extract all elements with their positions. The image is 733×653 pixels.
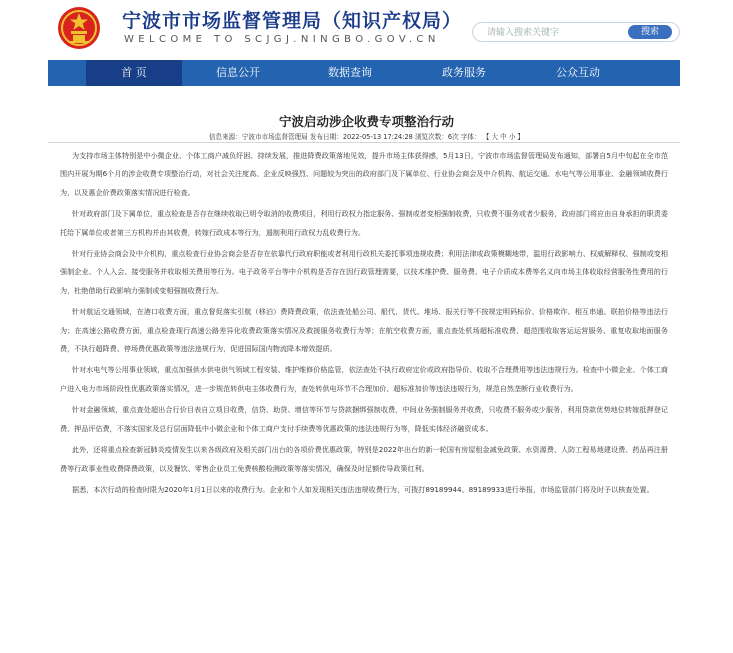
article-paragraph: 此外，还将重点检查新冠肺炎疫情发生以来各级政府及相关部门出台的各项价费优惠政策，特别是2022年出台的新一轮国有房屋租金减免政策、水资源费、人防工程易地建设费、药品再注册费等行政事业性收费降费政策，以及餐饮、零售企业员工免费核酸检测政策等落实情况，确保及时足额传导政策红利。	[60, 445, 668, 473]
article-paragraph: 针对行业协会商会及中介机构，重点检查行业协会商会是否存在依靠代行政府职能或者利用行政机关委托事项违规收费；利用法律或政策模糊地带，滥用行政影响力、权威解释权、强制或变相强制企业、个人入会、接受服务并收取相关费用等行为。电子政务平台等中介机构是否存在因行政管理需要，以技术维护费、服务费、电子介质成本费等名义向市场主体收取经营服务性费用的行为，杜绝借助行政影响力强制或变相强制收费行为。	[60, 249, 668, 295]
font-size-bracket-close: 】	[517, 133, 525, 141]
meta-source: 信息来源：宁波市市场监督管理局	[208, 133, 308, 141]
search-button[interactable]: 搜索	[628, 25, 672, 39]
site-header	[0, 0, 733, 56]
search-box	[472, 22, 680, 42]
article-paragraph: 据悉，本次行动的检查时限为2020年1月1日以来的收费行为。企业和个人如发现相关违法违规收费行为，可拨打89189944、89189933进行举报，市场监管部门将及时予以核查处置。	[72, 484, 654, 494]
nav-item-home[interactable]: 首 页	[86, 60, 182, 86]
article-title: 宁波启动涉企收费专项整治行动	[278, 114, 454, 129]
article-paragraph: 针对水电气等公用事业领域，重点加强供水供电供气领域工程安装、维护维修价格监管，依法查处不执行政府定价或政府指导价、收取不合理费用等违法违规行为。检查中小微企业、个体工商户进入电力市场阶段性优惠政策落实情况，进一步规范转供电主体收费行为，查处转供电环节不合理加价、超标准加价等违法违规行为，规范自然垄断行业收费行为。	[60, 365, 668, 393]
font-size-large-link[interactable]: 大	[491, 133, 499, 141]
national-emblem-icon	[57, 6, 101, 50]
site-title: 宁波市市场监督管理局（知识产权局）	[122, 10, 463, 32]
article-paragraph: 针对航运交通领域，在港口收费方面，重点督促落实引航（移泊）费降费政策，依法查处船公司、船代、货代、堆场、报关行等不按规定明码标价、价格欺诈、相互串通、联拍价格等违法行为；在高速公路收费方面，重点检查现行高速公路差异化收费政策落实情况及救援服务收费行为等；在航空收费方面，重点查处机场超标准收费、超范围收取客运运营服务、重复收取地面服务费，不执行超降费、停场费优惠政策等违法违规行为，促进国际国内物流降本增效提质。	[60, 307, 668, 354]
site-url-text: WELCOME TO SCJGJ.NINGBO.GOV.CN	[124, 34, 440, 45]
title-divider	[48, 142, 680, 143]
font-size-bracket-open: 【	[482, 133, 490, 141]
nav-item-info-disclosure[interactable]: 信息公开	[216, 66, 260, 79]
nav-item-gov-services[interactable]: 政务服务	[442, 66, 486, 79]
meta-date: 发布日期：2022-05-13 17:24:28	[309, 133, 413, 141]
meta-font-label: 字体：	[460, 133, 481, 141]
meta-views: 浏览次数：6次	[414, 133, 459, 141]
nav-item-data-query[interactable]: 数据查询	[328, 66, 372, 79]
font-size-small-link[interactable]: 小	[508, 133, 516, 141]
search-input[interactable]	[487, 26, 617, 39]
article-paragraph: 针对金融领域，重点查处超出合行价目表自立项目收费，信贷、助贷、增信等环节与贷款捆绑强制收费，中间业务强制服务并收费，只收费不服务或少服务，利用贷款优势地位转嫁抵押登记费、押品评估费，不落实国家及总行层面降低中小微企业和个体工商户支付手续费等优惠政策的违法违规行为等，降低实体经济融资成本。	[60, 405, 668, 433]
article-body	[60, 147, 668, 502]
article-paragraph: 为支持市场主体特别是中小微企业、个体工商户减负纾困、持续发展，推进降费政策落地见效，提升市场主体获得感，5月13日，宁波市市场监督管理局发布通知，部署自5月中旬起在全市范围内开展为期6个月的涉企收费专项整治行动，对社会关注度高、企业反映强烈、问题较为突出的政府部门及下属单位、行业协会商会及中介机构、航运交通、水电气等公用事业、金融领域收费行为，以及惠企价费政策落实情况进行检查。	[60, 151, 668, 197]
font-size-medium-link[interactable]: 中	[500, 133, 507, 141]
article-meta	[0, 131, 733, 141]
article-paragraph: 针对政府部门及下属单位，重点检查是否存在继续收取已明令取消的收费项目，利用行政权力指定服务、强制或者变相强制收费，只收费不服务或者少服务，政府部门将应由自身承担的职责委托给下属单位或者第三方机构并由其收费，转嫁行政成本等行为，遏制利用行政权力乱收费行为。	[60, 209, 668, 237]
main-nav	[48, 60, 680, 86]
nav-item-public-interaction[interactable]: 公众互动	[556, 66, 600, 79]
